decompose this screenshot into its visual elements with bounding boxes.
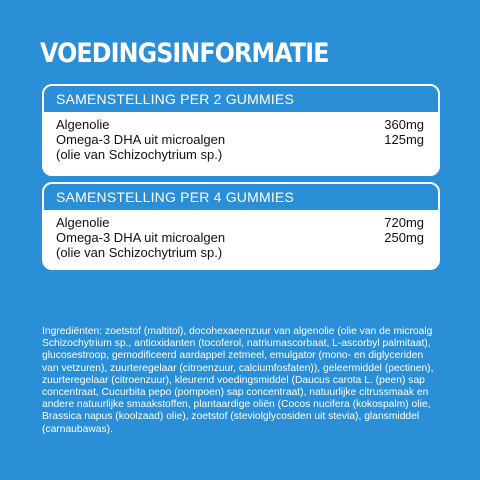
nutrient-list: [44, 112, 438, 162]
nutrient-row: [56, 117, 424, 132]
nutrient-list: [44, 210, 438, 260]
ingredients-text: Ingrediënten: zoetstof (maltitol), docohexaeenzuur van algenolie (olie van de microalg Schizochytrium sp., antioxidanten (tocoferol, natriumascorbaat, L-ascorbyl palmitaat), glucosestroop, gemodificeerd aardappel zetmeel, emulgator (mono- en diglyceriden van vetzuren), zuurteregelaar (citroenzuur, calciumfosfaten)), geleermiddel (pectinen), zuurteregelaar (citroenzuur), kleurend voedingsmiddel (Daucus carota L. (peen) sap concentraat, Cucurbita pepo (pompoen) sap concentraat), natuurlijke citrussmaak en andere natuurlijke smaakstoffen, plantaardige oliën (Cocos nucifera (kokospalm) olie, Brassica napus (koolzaad) olie), zoetstof (steviolglycosiden uit stevia), glansmiddel (carnaubawas).: [42, 326, 434, 435]
nutrient-value: 250mg: [384, 230, 424, 245]
card-header: SAMENSTELLING PER 4 GUMMIES: [44, 184, 438, 210]
nutrient-label: Algenolie: [56, 215, 110, 230]
nutrient-row: [56, 132, 424, 147]
nutrient-label: Omega-3 DHA uit microalgen: [56, 230, 226, 245]
nutrient-row: [56, 147, 424, 162]
composition-card-4-gummies: [42, 182, 440, 270]
card-header: SAMENSTELLING PER 2 GUMMIES: [44, 86, 438, 112]
composition-card-2-gummies: [42, 84, 440, 176]
nutrient-row: [56, 215, 424, 230]
page-title: VOEDINGSINFORMATIE: [40, 38, 329, 69]
nutrient-row: [56, 245, 424, 260]
nutrient-value: 125mg: [384, 132, 424, 147]
nutrient-value: 360mg: [384, 117, 424, 132]
nutrient-value: 720mg: [384, 215, 424, 230]
nutrient-row: [56, 230, 424, 245]
nutrient-label: (olie van Schizochytrium sp.): [56, 147, 223, 162]
nutrient-label: Algenolie: [56, 117, 110, 132]
nutrient-label: (olie van Schizochytrium sp.): [56, 245, 223, 260]
nutrient-label: Omega-3 DHA uit microalgen: [56, 132, 226, 147]
